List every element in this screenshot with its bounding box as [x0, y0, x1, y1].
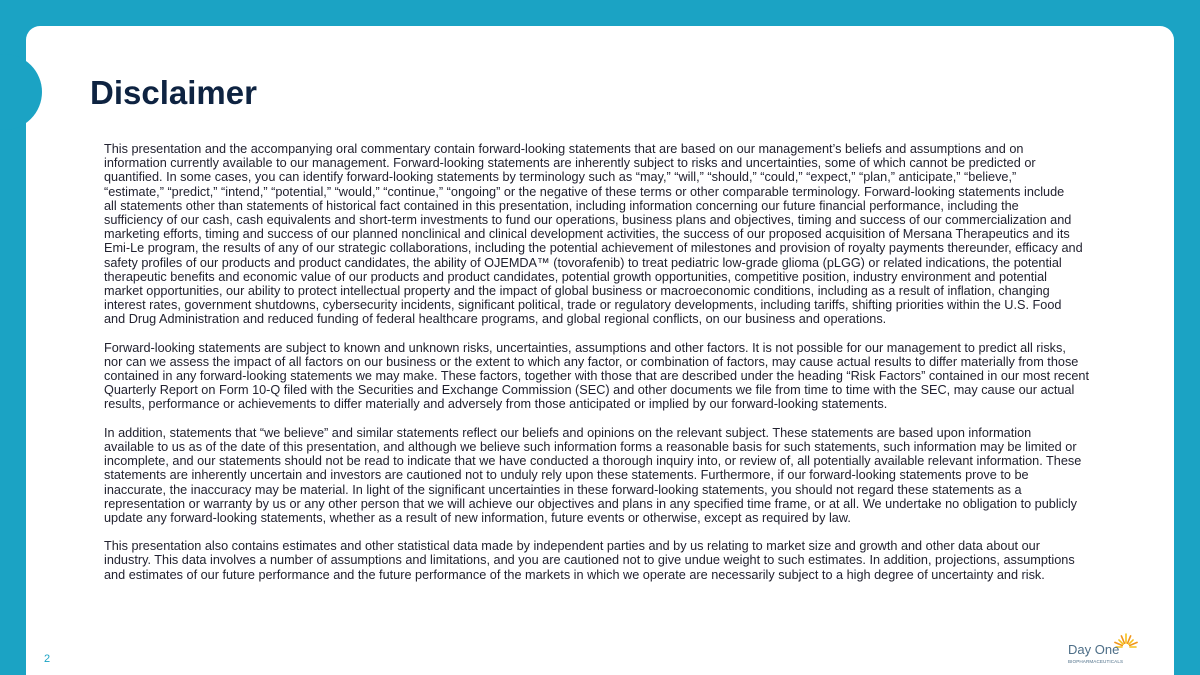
text-line: In addition, statements that “we believe” and similar statements reflect our beliefs and opinions on the relevant subject. These statements are based upon information — [104, 425, 1032, 440]
text-line: representation or warranty by us or any other person that we will achieve our objectives and plans in any specified time frame, or at all. We undertake no obligation to publicly — [104, 496, 1077, 511]
text-line: sufficiency of our cash, cash equivalents and short-term investments to fund our operations, business plans and objectives, timing and success of our commercialization and — [104, 212, 1072, 227]
text-line: This presentation also contains estimates and other statistical data made by independent parties and by us relating to market size and growth and other data about our — [104, 539, 1040, 554]
text-line: inaccurate, the inaccuracy may be material. In light of the significant uncertainties in these forward-looking statements, you should not regard these statements as a — [104, 482, 1022, 497]
text-line: safety profiles of our products and product candidates, the ability of OJEMDA™ (tovorafenib) to treat pediatric low-grade glioma (pLGG) or related indications, the potential — [104, 255, 1062, 270]
text-line: all statements other than statements of historical fact contained in this presentation, including information concerning our future financial performance, including the — [104, 198, 1019, 213]
text-line: interest rates, government shutdowns, cybersecurity incidents, significant political, trade or regulatory developments, including tariffs, shifting priorities within the U.S. Food — [104, 298, 1062, 313]
disclaimer-body — [104, 142, 1160, 582]
text-line: update any forward-looking statements, whether as a result of new information, future events or otherwise, except as required by law. — [104, 510, 851, 525]
paragraph-forward-looking-statements — [104, 142, 1160, 326]
text-line: therapeutic benefits and economic value of our products and product candidates, potential growth opportunities, competitive position, industry environment and potential — [104, 269, 1047, 284]
text-line: and Drug Administration and reduced funding of federal healthcare programs, and global regional conflicts, on our business and operations. — [104, 312, 887, 327]
slide-title: Disclaimer — [90, 74, 257, 111]
text-line: marketing efforts, timing and success of our planned nonclinical and clinical development activities, the success of our proposed acquisition of Mersana Therapeutics and its — [104, 227, 1070, 242]
text-line: industry. This data involves a number of assumptions and limitations, and you are cautioned not to give undue weight to such estimates. In addition, projections, assumptions — [104, 553, 1075, 568]
text-line: information currently available to our management. Forward-looking statements are inherently subject to risks and uncertainties, some of which cannot be predicted or — [104, 156, 1036, 171]
text-line: Quarterly Report on Form 10-Q filed with the Securities and Exchange Commission (SEC) and other documents we file from time to time with the SEC, may cause our actual — [104, 383, 1075, 398]
paragraph-risks — [104, 341, 1160, 412]
text-line: Forward-looking statements are subject to known and unknown risks, uncertainties, assumptions and other factors. It is not possible for our management to predict all risks, — [104, 340, 1066, 355]
page-number: 2 — [44, 653, 51, 665]
text-line: This presentation and the accompanying oral commentary contain forward-looking statements that are based on our management’s beliefs and assumptions and on — [104, 142, 1024, 156]
text-line: statements are inherently uncertain and investors are cautioned not to unduly rely upon these statements. Furthermore, if our forward-looking statements prove to be — [104, 468, 1029, 483]
text-line: Emi-Le program, the results of any of our strategic collaborations, including the potential achievement of milestones and provision of royalty payments thereunder, efficacy and — [104, 241, 1083, 256]
paragraph-beliefs — [104, 426, 1160, 525]
text-line: “estimate,” “predict,” “intend,” “potential,” “would,” “continue,” “ongoing” or the negative of these terms or other comparable terminology. Forward-looking statements include — [104, 184, 1065, 199]
text-line: market opportunities, our ability to protect intellectual property and the impact of global business or macroeconomic conditions, including as a result of inflation, changing — [104, 283, 1050, 298]
text-line: contained in any forward-looking statements we may make. These factors, together with those that are described under the heading “Risk Factors” contained in our most recent — [104, 369, 1089, 383]
logo-tagline: BIOPHARMACEUTICALS — [1068, 659, 1124, 664]
text-line: and estimates of our future performance and the future performance of the markets in which we operate are necessarily subject to a high degree of uncertainty and risk. — [104, 567, 1045, 582]
text-line: available to us as of the date of this presentation, and although we believe such information forms a reasonable basis for such statements, such information may be limited or — [104, 439, 1077, 454]
logo-wordmark: Day One — [1068, 642, 1120, 657]
text-line: nor can we assess the impact of all factors on our business or the extent to which any factor, or combination of factors, may cause actual results to differ materially from those — [104, 354, 1079, 369]
paragraph-statistical-data — [104, 539, 1160, 582]
company-logo — [1066, 630, 1142, 668]
text-line: quantified. In some cases, you can identify forward-looking statements by terminology such as “may,” “will,” “should,” “could,” “expect,” “plan,” anticipate,” “believe,” — [104, 170, 1017, 185]
text-line: incomplete, and our statements should not be read to indicate that we have conducted a thorough inquiry into, or review of, all potentially available relevant information. These — [104, 454, 1082, 469]
text-line: results, performance or achievements to differ materially and adversely from those anticipated or implied by our forward-looking statements. — [104, 397, 888, 412]
